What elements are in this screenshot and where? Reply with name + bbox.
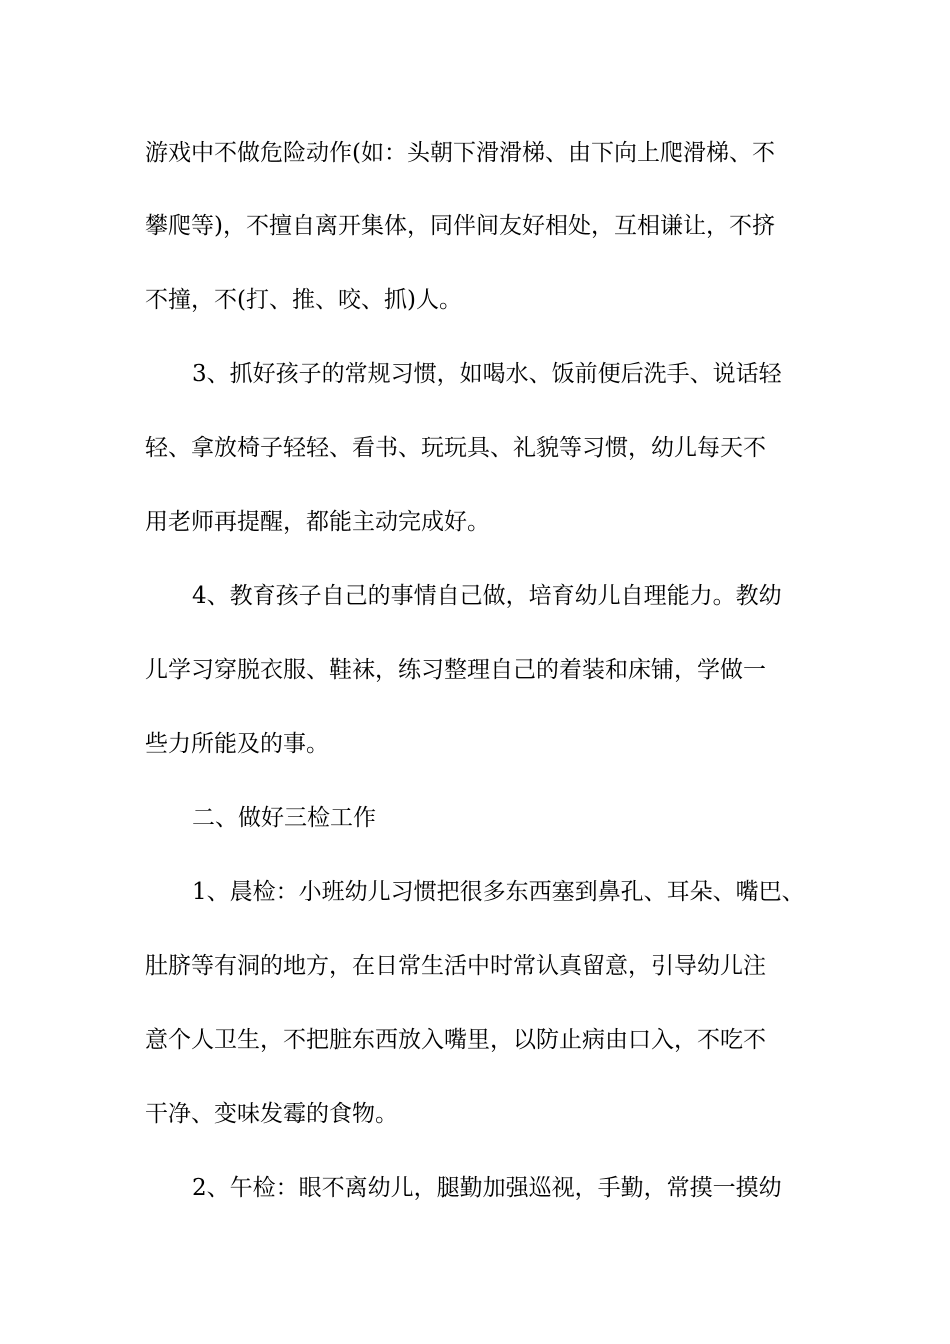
text-line: 游戏中不做危险动作(如：头朝下滑滑梯、由下向上爬滑梯、不 — [145, 140, 775, 166]
text-line: 儿学习穿脱衣服、鞋袜，练习整理自己的着装和床铺，学做一 — [145, 657, 766, 683]
text-line: 用老师再提醒，都能主动完成好。 — [145, 509, 490, 535]
text-line: 2、午检：眼不离幼儿，腿勤加强巡视，手勤，常摸一摸幼 — [192, 1175, 782, 1201]
section-heading: 二、做好三检工作 — [192, 805, 376, 831]
text-line: 轻、拿放椅子轻轻、看书、玩玩具、礼貌等习惯，幼儿每天不 — [145, 435, 766, 461]
text-line: 些力所能及的事。 — [145, 731, 329, 757]
text-line: 干净、变味发霉的食物。 — [145, 1101, 398, 1127]
text-line: 1、晨检：小班幼儿习惯把很多东西塞到鼻孔、耳朵、嘴巴、 — [192, 879, 805, 905]
text-line: 肚脐等有洞的地方，在日常生活中时常认真留意，引导幼儿注 — [145, 953, 766, 979]
text-line: 意个人卫生，不把脏东西放入嘴里，以防止病由口入，不吃不 — [145, 1027, 766, 1053]
text-line: 4、教育孩子自己的事情自己做，培育幼儿自理能力。教幼 — [192, 583, 782, 609]
text-line: 3、抓好孩子的常规习惯，如喝水、饭前便后洗手、说话轻 — [192, 361, 782, 387]
text-line: 不撞，不(打、推、咬、抓)人。 — [145, 287, 462, 313]
text-line: 攀爬等)，不擅自离开集体，同伴间友好相处，互相谦让，不挤 — [145, 213, 775, 239]
